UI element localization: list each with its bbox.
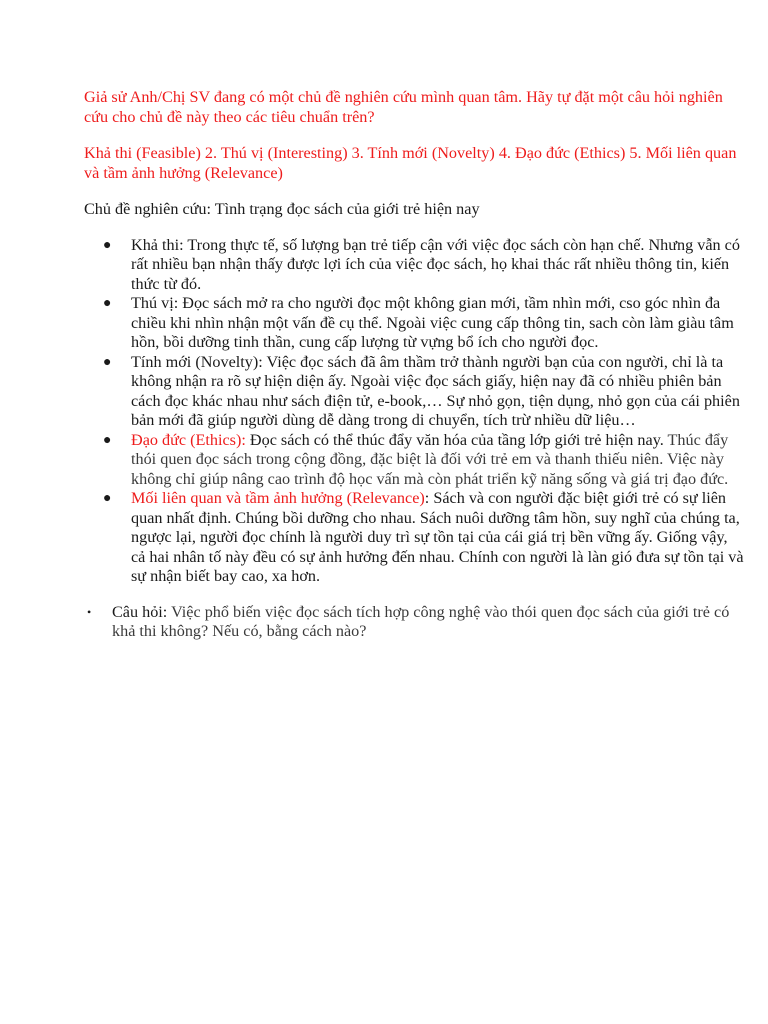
criteria-list: Khả thi (Feasible) 2. Thú vị (Interesting) 3. Tính mới (Novelty) 4. Đạo đức (Ethics) 5. Mối liên quan và tầm ảnh hưởng (Relevance) (84, 144, 737, 182)
list-item-interesting (84, 294, 744, 353)
list-item-novelty (84, 353, 744, 431)
list-item-relevance (84, 489, 744, 587)
point-label: Đạo đức (Ethics): (131, 430, 246, 449)
point-text: Thú vị: Đọc sách mở ra cho người đọc một không gian mới, tầm nhìn mới, cso góc nhìn đa chiều khi nhìn nhận một vấn đề cụ thể. Ngoài việc cung cấp thông tin, sach còn làm giàu tâm hồn, bồi dưỡng tinh thần, cung cấp lượng từ vựng bổ ích cho người đọc. (131, 294, 734, 351)
point-text: : Sách và con người đặc biệt giới trẻ có sự liên quan nhất định. Chúng bồi dưỡng cho nhau. Sách nuôi dưỡng tâm hồn, suy nghĩ của chúng ta, ngược lại, người đọc chính là người duy trì sự tồn tại của cái giá trị bền vững ấy. Giống vậy, cả hai nhân tố này đều có sự ảnh hưởng đến nhau. Chính con người là làn gió đưa sự tồn tại và sự nhận biết bay cao, xa hơn. (131, 489, 744, 585)
research-topic: Chủ đề nghiên cứu: Tình trạng đọc sách của giới trẻ hiện nay (84, 200, 480, 218)
list-item-ethics (84, 431, 744, 490)
list-item-feasible (84, 236, 744, 295)
point-continuation: Thúc đẩy thói quen đọc sách trong cộng đồng, đặc biệt là đối với trẻ em và thanh thiếu niên. Việc này không chỉ giúp nâng cao trình độ học vấn mà còn phát triển kỹ năng sống và giá trị đạo đức. (131, 430, 729, 488)
research-question (83, 603, 744, 642)
bullet-icon: ● (103, 237, 112, 253)
bullet-icon: ● (103, 296, 112, 311)
point-text: Đọc sách có thể thúc đẩy văn hóa của tầng lớp giới trẻ hiện nay. (245, 430, 664, 449)
criteria-points-list (84, 236, 744, 587)
bullet-icon: • (87, 604, 92, 619)
assignment-question: Giả sử Anh/Chị SV đang có một chủ đề nghiên cứu mình quan tâm. Hãy tự đặt một câu hỏi nghiên cứu cho chủ đề này theo các tiêu chuẩn trên? (84, 88, 723, 126)
point-label: Mối liên quan và tầm ảnh hưởng (Relevance) (131, 489, 425, 507)
bullet-icon: ● (103, 491, 112, 506)
point-text: Khả thi: Trong thực tế, số lượng bạn trẻ tiếp cận với việc đọc sách còn hạn chế. Nhưng vẫn có rất nhiều bạn nhận thấy được lợi ích của việc đọc sách, họ khai thác rất nhiều thông tin, kiến thức từ đó. (131, 235, 740, 293)
document-page (84, 88, 744, 642)
question-label: Câu hỏi: (112, 602, 172, 621)
bullet-icon: ● (103, 432, 112, 448)
point-text: Tính mới (Novelty): Việc đọc sách đã âm thầm trở thành người bạn của con người, chỉ là ta không nhận ra rõ sự hiện diện ấy. Ngoài việc đọc sách giấy, hiện nay đã có nhiều phiên bản cách đọc khác nhau như sách điện tử, e-book,… Sự nhỏ gọn, tiện dụng, nhỏ gọn của cái phiên bản mới đã giúp người dùng dễ dàng trong di chuyển, tích trừ nhiều dữ liệu… (131, 352, 740, 429)
bullet-icon: ● (103, 354, 112, 370)
question-text: Việc phổ biến việc đọc sách tích hợp công nghệ vào thói quen đọc sách của giới trẻ có khả thi không? Nếu có, bằng cách nào? (112, 602, 730, 640)
